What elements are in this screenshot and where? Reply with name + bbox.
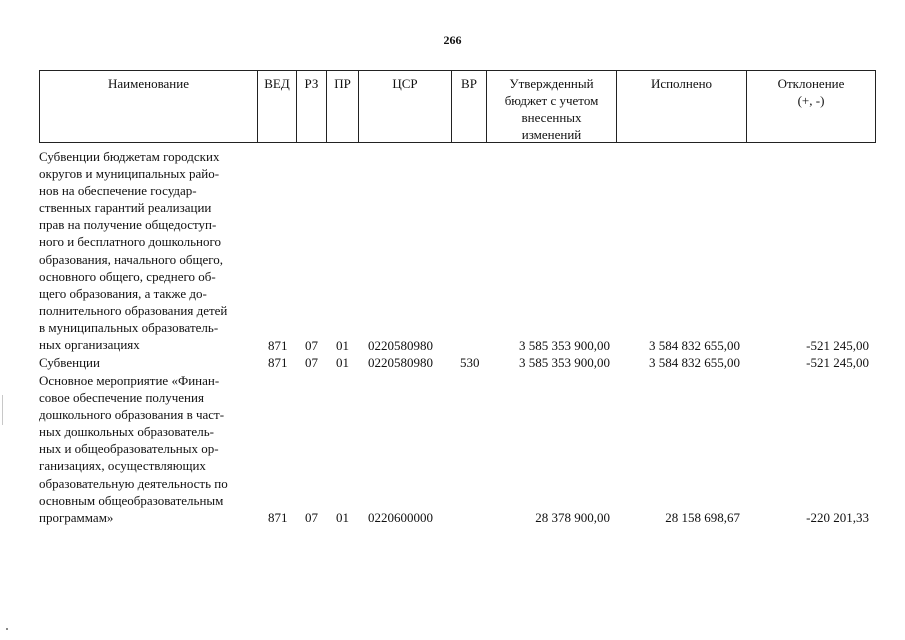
- row-2-approved: 3 585 353 900,00: [519, 355, 610, 370]
- header-deviation: Отклонение (+, -): [746, 70, 876, 143]
- header-executed: Исполнено: [616, 70, 746, 143]
- page-number: 266: [443, 33, 462, 47]
- header-approved-budget: Утвержденный бюджет с учетом внесенных изменений: [486, 70, 616, 143]
- row-2-vr: 530: [460, 355, 480, 370]
- row-3-rz: 07: [305, 510, 318, 525]
- row-3-approved: 28 378 900,00: [535, 510, 610, 525]
- row-2-pr: 01: [336, 355, 349, 370]
- row-3-executed: 28 158 698,67: [665, 510, 740, 525]
- header-name: Наименование: [39, 70, 257, 143]
- row-3-deviation: -220 201,33: [806, 510, 869, 525]
- row-1-csr: 0220580980: [368, 338, 433, 353]
- row-3-pr: 01: [336, 510, 349, 525]
- row-3-csr: 0220600000: [368, 510, 433, 525]
- row-2-deviation: -521 245,00: [806, 355, 869, 370]
- row-1-pr: 01: [336, 338, 349, 353]
- row-2-executed: 3 584 832 655,00: [649, 355, 740, 370]
- row-3-name: Основное мероприятие «Финан- совое обеспечение получения дошкольного образования в част- ных дошкольных образователь- ных и общеобразовательных ор- ганизациях, осуществляющих образовательную деятельность по основным общеобразовательным программам»: [39, 373, 228, 525]
- scan-dot: [6, 628, 8, 630]
- row-1-executed: 3 584 832 655,00: [649, 338, 740, 353]
- header-rz: РЗ: [296, 70, 326, 143]
- header-csr: ЦСР: [358, 70, 451, 143]
- scan-margin-line: [2, 395, 3, 425]
- row-2-rz: 07: [305, 355, 318, 370]
- row-1-ved: 871: [268, 338, 288, 353]
- header-ved: ВЕД: [257, 70, 296, 143]
- row-2-ved: 871: [268, 355, 288, 370]
- row-2-csr: 0220580980: [368, 355, 433, 370]
- row-2-name: Субвенции: [39, 355, 100, 370]
- row-1-deviation: -521 245,00: [806, 338, 869, 353]
- row-1-rz: 07: [305, 338, 318, 353]
- row-1-approved: 3 585 353 900,00: [519, 338, 610, 353]
- header-vr: ВР: [451, 70, 486, 143]
- header-pr: ПР: [326, 70, 358, 143]
- row-1-name: Субвенции бюджетам городских округов и муниципальных райо- нов на обеспечение государ- ственных гарантий реализации прав на получение общедоступ- ного и бесплатного дошкольного образования, начального общего, основного общего, среднего об- щего образования, а также до- полнительного образования детей в муниципальных образователь- ных организациях: [39, 149, 228, 353]
- row-3-ved: 871: [268, 510, 288, 525]
